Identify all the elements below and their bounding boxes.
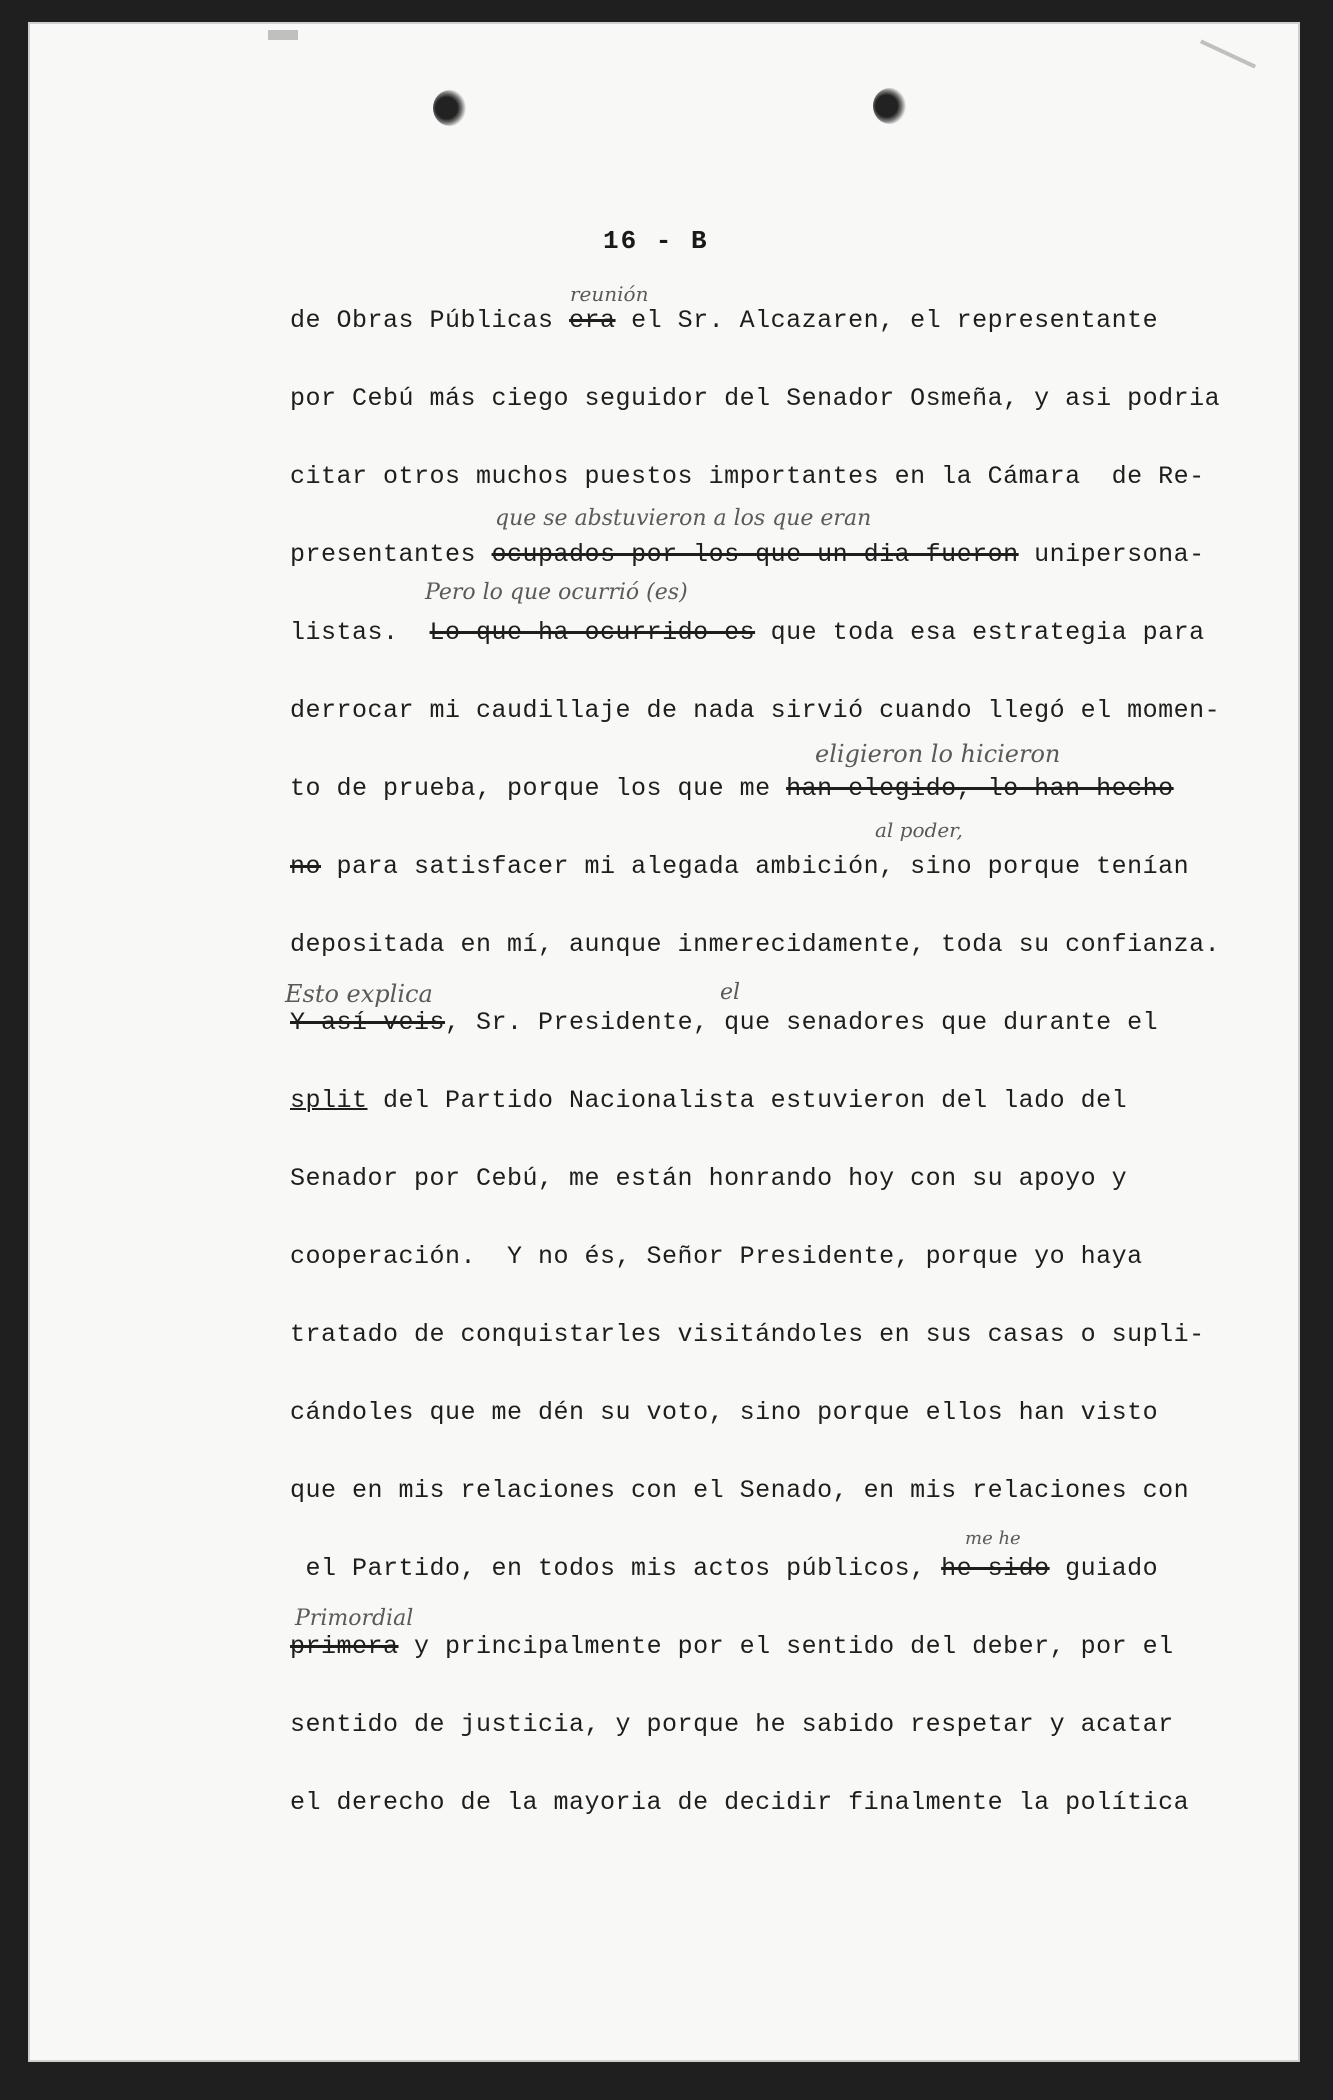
handwritten-annotation: Pero lo que ocurrió (es) [425, 580, 688, 605]
punch-hole-left [433, 90, 467, 126]
text-line-5: listas. Lo que ha ocurrido es que toda esa estrategia para [290, 618, 1205, 647]
handwritten-annotation: el [720, 980, 741, 1005]
text-line-19: sentido de justicia, y porque he sabido respetar y acatar [290, 1710, 1174, 1739]
text-line-3: citar otros muchos puestos importantes en la Cámara de Re- [290, 462, 1205, 491]
scan-smudge [268, 30, 298, 40]
scan-smudge [1200, 40, 1256, 69]
text-line-10: Y así veis, Sr. Presidente, que senadores que durante el [290, 1008, 1159, 1037]
text-line-4: presentantes ocupados por los que un dia fueron unipersona- [290, 540, 1205, 569]
text-line-1: de Obras Públicas era el Sr. Alcazaren, el representante [290, 306, 1159, 335]
text-line-8: no para satisfacer mi alegada ambición, sino porque tenían [290, 852, 1190, 881]
text-line-6: derrocar mi caudillaje de nada sirvió cuando llegó el momen- [290, 696, 1221, 725]
handwritten-annotation: reunión [570, 282, 649, 306]
text-line-13: cooperación. Y no és, Señor Presidente, porque yo haya [290, 1242, 1143, 1271]
text-line-11: split del Partido Nacionalista estuvieron del lado del [290, 1086, 1128, 1115]
text-line-2: por Cebú más ciego seguidor del Senador Osmeña, y asi podria [290, 384, 1221, 413]
handwritten-annotation: Primordial [295, 1606, 414, 1631]
handwritten-annotation: me he [965, 1528, 1021, 1549]
punch-hole-right [873, 88, 907, 124]
text-line-14: tratado de conquistarles visitándoles en sus casas o supli- [290, 1320, 1205, 1349]
handwritten-annotation: eligieron lo hicieron [815, 740, 1061, 768]
text-line-16: que en mis relaciones con el Senado, en mis relaciones con [290, 1476, 1190, 1505]
text-line-17: el Partido, en todos mis actos públicos, he sido guiado [290, 1554, 1159, 1583]
text-line-7: to de prueba, porque los que me han elegido, lo han hecho [290, 774, 1174, 803]
text-line-15: cándoles que me dén su voto, sino porque ellos han visto [290, 1398, 1159, 1427]
handwritten-annotation: Esto explica [285, 980, 433, 1008]
handwritten-annotation: que se abstuvieron a los que eran [495, 506, 872, 531]
text-line-18: primera y principalmente por el sentido del deber, por el [290, 1632, 1174, 1661]
text-line-9: depositada en mí, aunque inmerecidamente, toda su confianza. [290, 930, 1221, 959]
handwritten-annotation: al poder, [875, 818, 963, 842]
text-line-20: el derecho de la mayoria de decidir finalmente la política [290, 1788, 1190, 1817]
page-number: 16 - B [603, 226, 709, 256]
text-line-12: Senador por Cebú, me están honrando hoy con su apoyo y [290, 1164, 1128, 1193]
